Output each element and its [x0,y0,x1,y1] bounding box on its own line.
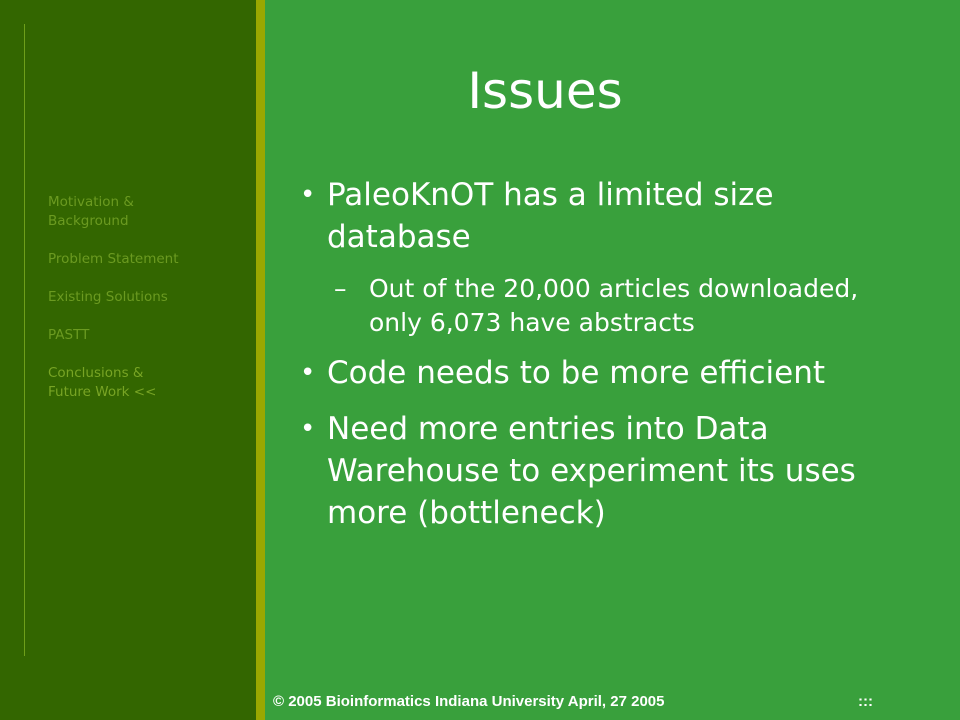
bullet-marker: • [300,358,316,388]
nav-item-problem-statement[interactable]: Problem Statement [48,251,179,267]
bullet-item [300,174,910,258]
nav-item-motivation[interactable]: Motivation & Background [48,194,134,229]
bullet-marker: • [300,180,316,210]
sidebar-divider [256,0,265,720]
nav-item-conclusions[interactable]: Conclusions & Future Work << [48,365,157,400]
footer-copyright: © 2005 Bioinformatics Indiana University April, 27 2005 [273,693,665,710]
footer-mark: ::: [858,693,873,710]
bullet-item [300,408,910,534]
bullet-item [300,352,910,394]
slide-body [300,174,910,548]
nav-item-existing-solutions[interactable]: Existing Solutions [48,289,168,305]
section-nav [48,193,248,402]
sidebar-rule [24,24,25,656]
bullet-text: PaleoKnOT has a limited size database [327,177,774,255]
bullet-text: Need more entries into Data Warehouse to experiment its uses more (bottleneck) [327,411,856,531]
sub-bullet-text: Out of the 20,000 articles downloaded, only 6,073 have abstracts [369,274,859,337]
sub-bullet-marker: – [334,274,347,303]
nav-item-pastt[interactable]: PASTT [48,327,90,343]
slide-title: Issues [467,62,623,120]
bullet-text: Code needs to be more efficient [327,355,825,391]
sub-bullet-item [300,272,910,340]
bullet-marker: • [300,414,316,444]
